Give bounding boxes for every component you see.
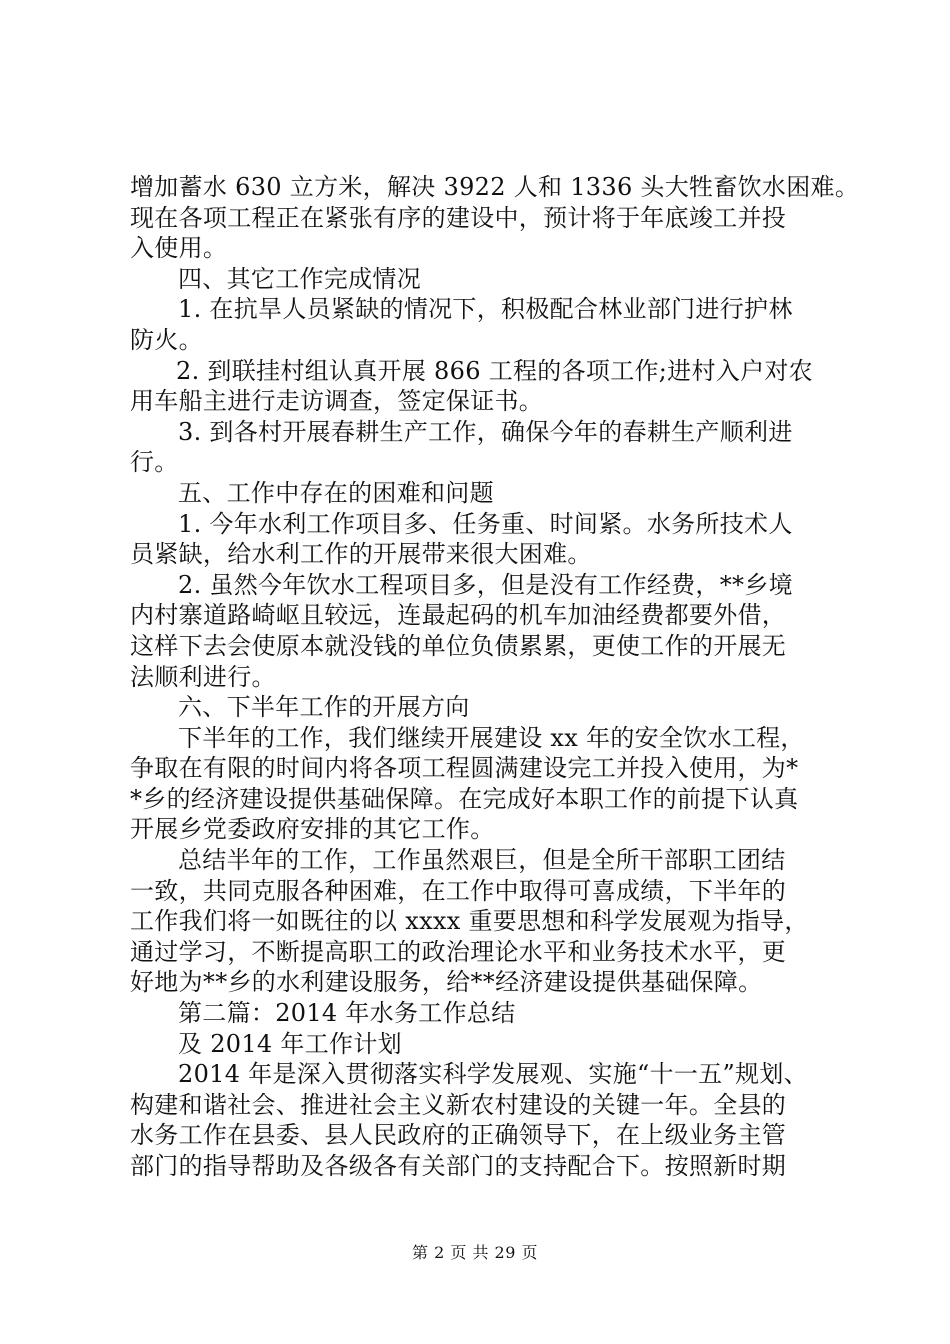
text-line: 工作我们将一如既往的以 xxxx 重要思想和科学发展观为指导， xyxy=(130,907,809,936)
text-line: 争取在有限的时间内将各项工程圆满建设完工并投入使用，为* xyxy=(130,754,799,783)
text-line: 行。 xyxy=(130,448,179,477)
text-line: 3. 到各村开展春耕生产工作，确保今年的春耕生产顺利进 xyxy=(178,417,793,446)
page-footer xyxy=(0,1243,950,1263)
text-line: 1. 在抗旱人员紧缺的情况下，积极配合林业部门进行护林 xyxy=(178,295,793,324)
text-line: 法顺利进行。 xyxy=(130,662,276,691)
text-line: 用车船主进行走访调查，签定保证书。 xyxy=(130,387,544,416)
text-line: 水务工作在县委、县人民政府的正确领导下，在上级业务主管 xyxy=(130,1121,787,1150)
page-number-label: 第 2 页 共 29 页 xyxy=(412,1243,538,1262)
text-line: 一致，共同克服各种困难，在工作中取得可喜成绩，下半年的 xyxy=(130,876,787,905)
text-line: 好地为**乡的水利建设服务，给**经济建设提供基础保障。 xyxy=(130,968,763,997)
text-line: 开展乡党委政府安排的其它工作。 xyxy=(130,815,495,844)
section-heading: 五、工作中存在的困难和问题 xyxy=(178,478,494,507)
text-line: 通过学习，不断提高职工的政治理论水平和业务技术水平，更 xyxy=(130,937,787,966)
text-line: 内村寨道路崎岖且较远，连最起码的机车加油经费都要外借， xyxy=(130,601,787,630)
text-line: 现在各项工程正在紧张有序的建设中，预计将于年底竣工并投 xyxy=(130,203,787,232)
text-line: 员紧缺，给水利工作的开展带来很大困难。 xyxy=(130,540,592,569)
text-line: *乡的经济建设提供基础保障。在完成好本职工作的前提下认真 xyxy=(130,784,799,813)
section-heading: 四、其它工作完成情况 xyxy=(178,264,421,293)
text-line: 2. 虽然今年饮水工程项目多，但是没有工作经费，**乡境 xyxy=(178,570,793,599)
text-line: 这样下去会使原本就没钱的单位负债累累，更使工作的开展无 xyxy=(130,631,787,660)
text-line: 下半年的工作，我们继续开展建设 xx 年的安全饮水工程， xyxy=(178,723,805,752)
text-line: 总结半年的工作，工作虽然艰巨，但是全所干部职工团结 xyxy=(178,846,786,875)
chapter-heading: 及 2014 年工作计划 xyxy=(178,1029,402,1058)
body-text xyxy=(130,172,860,1182)
section-heading: 六、下半年工作的开展方向 xyxy=(178,693,470,722)
text-line: 部门的指导帮助及各级各有关部门的支持配合下。按照新时期 xyxy=(130,1152,787,1180)
text-line: 增加蓄水 630 立方米，解决 3922 人和 1336 头大牲畜饮水困难。 xyxy=(130,173,860,201)
text-line: 2. 到联挂村组认真开展 866 工程的各项工作;进村入户对农 xyxy=(176,356,813,385)
text-line: 入使用。 xyxy=(130,234,228,263)
text-line: 2014 年是深入贯彻落实科学发展观、实施“十一五”规划、 xyxy=(178,1060,808,1089)
text-line: 构建和谐社会、推进社会主义新农村建设的关键一年。全县的 xyxy=(130,1090,787,1119)
chapter-heading: 第二篇：2014 年水务工作总结 xyxy=(178,999,516,1028)
text-line: 防火。 xyxy=(130,325,203,354)
text-line: 1. 今年水利工作项目多、任务重、时间紧。水务所技术人 xyxy=(178,509,793,538)
